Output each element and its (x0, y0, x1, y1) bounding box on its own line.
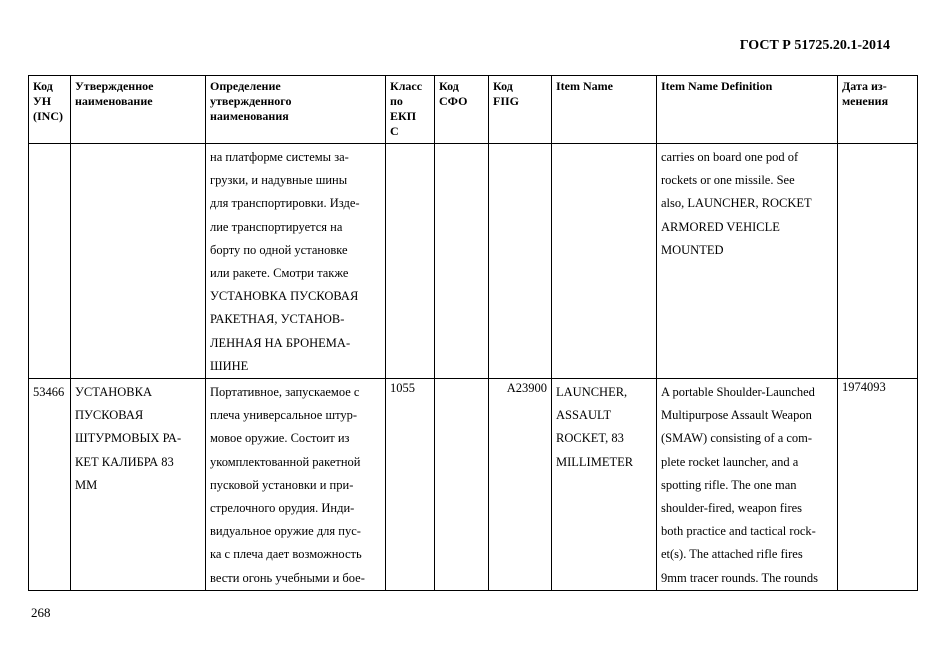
text-line: shoulder-fired, weapon fires (661, 501, 803, 516)
text-line: (SMAW) consisting of a com- (661, 431, 813, 446)
text-line: наименование (75, 94, 153, 108)
text-line: пусковой установки и при- (210, 477, 354, 492)
header-fiig (489, 76, 552, 144)
text-line: MOUNTED (661, 242, 724, 257)
definition-cell (206, 379, 386, 591)
text-line: или ракете. Смотри также (210, 266, 349, 281)
fiig-cell (489, 379, 552, 591)
text-line: видуальное оружие для пус- (210, 524, 361, 539)
text-line: утвержденного (210, 94, 292, 108)
text-line: A portable Shoulder-Launched (661, 385, 815, 400)
header-class (386, 76, 435, 144)
text-line: мовое оружие. Состоит из (210, 431, 350, 446)
header-inc (29, 76, 71, 144)
table-cell (29, 144, 71, 379)
document-code: ГОСТ Р 51725.20.1-2014 (739, 38, 890, 53)
text-line: УН (33, 94, 52, 108)
change-date-value: 1974093 (842, 380, 886, 395)
text-line: грузки, и надувные шины (210, 173, 348, 188)
text-line: ЕКП (390, 109, 417, 123)
text-line: rockets or one missile. See (661, 173, 795, 188)
text-line: для транспортировки. Изде- (210, 196, 360, 211)
text-line: укомплектованной ракетной (210, 454, 361, 469)
classifier-table (28, 75, 918, 591)
text-line: spotting rifle. The one man (661, 477, 797, 492)
text-line: борту по одной установке (210, 242, 348, 257)
text-line: ПУСКОВАЯ (75, 408, 144, 423)
text-line: Multipurpose Assault Weapon (661, 408, 812, 423)
text-line: плеча универсальное штур- (210, 408, 358, 423)
inc-cell (29, 379, 71, 591)
text-line: ММ (75, 477, 98, 492)
item-definition-cell (657, 144, 838, 379)
table-cell (71, 144, 206, 379)
sfo-cell (435, 379, 489, 591)
text-line: УСТАНОВКА ПУСКОВАЯ (210, 289, 359, 304)
header-row (29, 76, 918, 144)
text-line: РАКЕТНАЯ, УСТАНОВ- (210, 312, 345, 327)
table-row (29, 379, 918, 591)
text-line: по (390, 94, 403, 108)
text-line: et(s). The attached rifle fires (661, 547, 803, 562)
item-definition-cell (657, 379, 838, 591)
text-line: ARMORED VEHICLE (661, 219, 780, 234)
text-line: ROCKET, 83 (556, 431, 624, 446)
header-sfo (435, 76, 489, 144)
text-line: Портативное, запускаемое с (210, 385, 360, 400)
text-line: Item Name Definition (661, 79, 773, 93)
text-line: MILLIMETER (556, 454, 634, 469)
fiig-value: A23900 (506, 381, 547, 396)
text-line: стрелочного орудия. Инди- (210, 501, 355, 516)
text-line: Класс (390, 79, 423, 93)
header-item-name-definition (657, 76, 838, 144)
text-line: ASSAULT (556, 408, 612, 423)
table-cell (489, 144, 552, 379)
approved-name-cell (71, 379, 206, 591)
text-line: наименования (210, 109, 289, 123)
text-line: СФО (439, 94, 468, 108)
header-item-name (552, 76, 657, 144)
text-line: Код (493, 79, 513, 93)
text-line: Утвержденное (75, 79, 154, 93)
table-cell (838, 144, 918, 379)
text-line: ЛЕННАЯ НА БРОНЕМА- (210, 335, 351, 350)
class-cell (386, 379, 435, 591)
table-row (29, 144, 918, 379)
text-line: лие транспортируется на (210, 219, 343, 234)
text-line: Определение (210, 79, 281, 93)
item-name-cell (552, 379, 657, 591)
text-line: (INC) (33, 109, 63, 123)
table-cell (552, 144, 657, 379)
text-line: УСТАНОВКА (75, 385, 152, 400)
text-line: на платформе системы за- (210, 150, 349, 164)
text-line: КЕТ КАЛИБРА 83 (75, 454, 174, 469)
text-line: both practice and tactical rock- (661, 524, 816, 539)
table-cell (386, 144, 435, 379)
text-line: вести огонь учебными и бое- (210, 570, 365, 585)
text-line: С (390, 124, 399, 138)
inc-value: 53466 (33, 385, 65, 400)
text-line: Код (33, 79, 53, 93)
text-line: ШТУРМОВЫХ РА- (75, 431, 182, 446)
text-line: Дата из- (842, 79, 887, 93)
text-line: ка с плеча дает возможность (210, 547, 362, 562)
text-line: 9mm tracer rounds. The rounds (661, 570, 819, 585)
page-number: 268 (31, 605, 51, 620)
class-value: 1055 (390, 381, 415, 396)
text-line: carries on board one pod of (661, 150, 799, 164)
definition-cell (206, 144, 386, 379)
header-approved-name (71, 76, 206, 144)
text-line: also, LAUNCHER, ROCKET (661, 196, 812, 211)
header-definition (206, 76, 386, 144)
text-line: FIIG (493, 94, 520, 108)
change-date-cell (838, 379, 918, 591)
text-line: ШИНЕ (210, 358, 249, 373)
text-line: менения (842, 94, 889, 108)
text-line: plete rocket launcher, and a (661, 454, 799, 469)
text-line: LAUNCHER, (556, 385, 628, 400)
text-line: Item Name (556, 79, 613, 93)
table-cell (435, 144, 489, 379)
header-change-date (838, 76, 918, 144)
text-line: Код (439, 79, 459, 93)
